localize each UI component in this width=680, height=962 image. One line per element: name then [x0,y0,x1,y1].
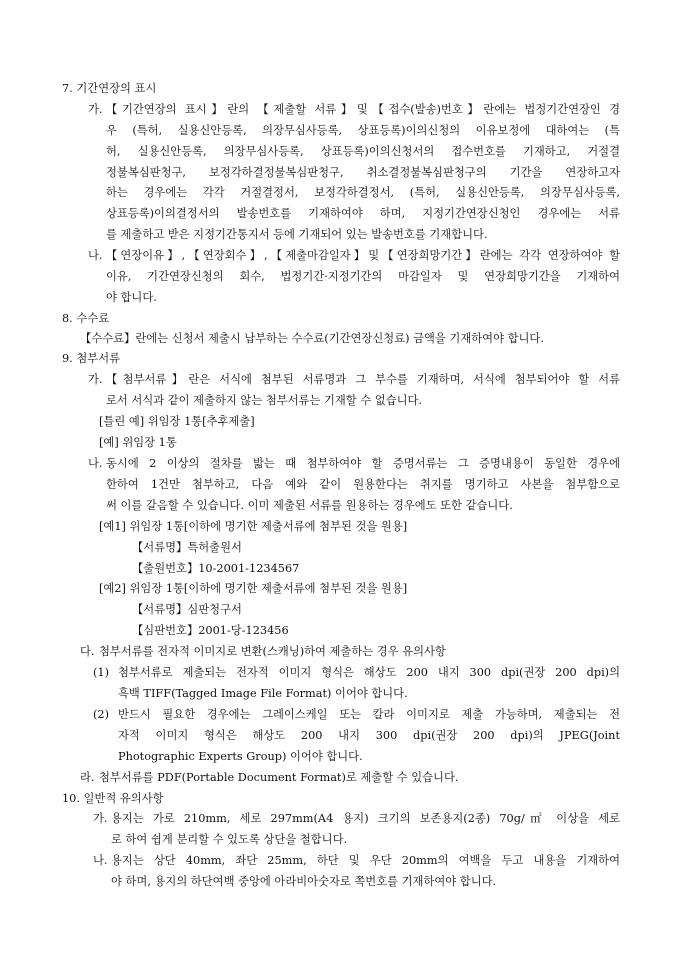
paragraph-line: 이유, 기간연장신청의 회수, 법정기간·지정기간의 마감일자 및 연장희망기간을 기재하여 [106,270,620,283]
paragraph-line: 자적 이미지 형식은 해상도 200 내지 300 dpi(권장 200 dpi)의 JPEG(Joint [118,729,620,742]
paragraph-line: 야 하며, 용지의 하단여백 중앙에 아라비아숫자로 쪽번호를 기재하여야 합니다. [111,875,497,888]
paragraph-line: 【첨부서류】란은 서식에 첨부된 서류명과 그 부수를 기재하며, 서식에 첨부되어야 할 서류 [106,373,620,386]
item-marker: 나. [88,249,103,262]
section-8-heading: 8. 수수료 [62,312,110,325]
paragraph-line: 야 합니다. [106,291,157,304]
paragraph-line: 【기간연장의 표시】란의 【제출할 서류】및【접수(발송)번호】란에는 법정기간연장인 경 [106,103,620,116]
item-marker: 다. [80,645,95,658]
paragraph-line: 허, 실용신안등록, 의장무심사등록, 상표등록)이의신청서의 접수번호를 기재하고, 거절결 [106,145,620,158]
paragraph-line: 첨부서류로 제출되는 전자적 이미지 형식은 해상도 200 내지 300 dpi(권장 200 dpi)의 [118,666,620,679]
item-marker: 가. [88,103,103,116]
example-1-doc-name: 【서류명】특허출원서 [132,541,242,554]
paragraph-line: 로 하여 쉽게 분리할 수 있도록 상단을 철합니다. [111,833,348,846]
example-2: [예2] 위임장 1통[이하에 명기한 제출서류에 첨부된 것을 원용] [99,582,408,595]
subitem-marker: (2) [93,708,110,721]
paragraph-line: 동시에 2 이상의 절차를 밟는 때 첨부하여야 할 증명서류는 그 증명내용이 동일한 경우에 [106,457,620,470]
example-2-doc-name: 【서류명】심판청구서 [132,603,242,616]
section-10-heading: 10. 일반적 유의사항 [62,792,164,805]
item-marker: 나. [88,457,103,470]
wrong-example: [틀린 예] 위임장 1통[추후제출] [99,415,255,428]
example-1: [예1] 위임장 1통[이하에 명기한 제출서류에 첨부된 것을 원용] [99,520,408,533]
section-7-heading: 7. 기간연장의 표시 [62,82,157,95]
paragraph-line: 하는 경우에는 각각 거절결정서, 보정각하결정서, (특허, 실용신안등록, 의장무심사등록, [106,186,620,199]
paragraph-line: 용지는 상단 40mm, 좌단 25mm, 하단 및 우단 20mm의 여백을 두고 내용을 기재하여 [111,854,620,867]
section-9-heading: 9. 첨부서류 [62,352,121,365]
paragraph-line: 반드시 필요한 경우에는 그레이스케일 또는 칼라 이미지로 제출 가능하며, 제출되는 전 [118,708,620,721]
subitem-marker: (1) [93,666,110,679]
paragraph-line: 정불복심판청구, 보정각하결정불복심판청구, 취소결정불복심판청구의 기간을 연장하고자 [106,166,620,179]
example: [예] 위임장 1통 [99,436,177,449]
paragraph-line: 【수수료】란에는 신청서 제출시 납부하는 수수료(기간연장신청료) 금액을 기재하여야 합니다. [80,332,544,345]
paragraph-line: Photographic Experts Group) 이어야 합니다. [118,750,363,763]
item-marker: 나. [93,854,108,867]
example-1-number: 【출원번호】10-2001-1234567 [132,562,300,575]
paragraph-line: 로서 서식과 같이 제출하지 않는 첨부서류는 기재할 수 없습니다. [106,394,423,407]
paragraph-line: 한하여 1건만 첨부하고, 다음 예와 같이 원용한다는 취지를 명기하고 사본을 첨부함으로 [106,478,620,491]
item-marker: 가. [93,812,108,825]
paragraph-line: 흑백 TIFF(Tagged Image File Format) 이어야 합니다. [118,687,408,700]
paragraph-line: 써 이를 갈음할 수 있습니다. 이미 제출된 서류를 원용하는 경우에도 또한 같습니다. [106,499,513,512]
paragraph-line: 첨부서류를 PDF(Portable Document Format)로 제출할 수 있습니다. [99,771,459,784]
item-marker: 라. [80,771,95,784]
item-marker: 가. [88,373,103,386]
paragraph-line: 첨부서류를 전자적 이미지로 변환(스캐닝)하여 제출하는 경우 유의사항 [99,645,446,658]
paragraph-line: 우 (특허, 실용신안등록, 의장무심사등록, 상표등록)이의신청의 이유보정에 대하여는 (특 [106,124,620,137]
example-2-number: 【심판번호】2001-당-123456 [132,624,289,637]
paragraph-line: 를 제출하고 받은 지정기간통지서 등에 기재되어 있는 발송번호를 기재합니다. [106,228,488,241]
paragraph-line: 【연장이유】,【연장회수】,【제출마감일자】및【연장희망기간】란에는 각각 연장하여야 할 [106,249,620,262]
paragraph-line: 용지는 가로 210mm, 세로 297mm(A4 용지) 크기의 보존용지(2종) 70g/㎡ 이상을 세로 [111,812,620,825]
paragraph-line: 상표등록)이의결정서의 발송번호를 기재하여야 하며, 지정기간연장신청인 경우에는 서류 [106,207,620,220]
